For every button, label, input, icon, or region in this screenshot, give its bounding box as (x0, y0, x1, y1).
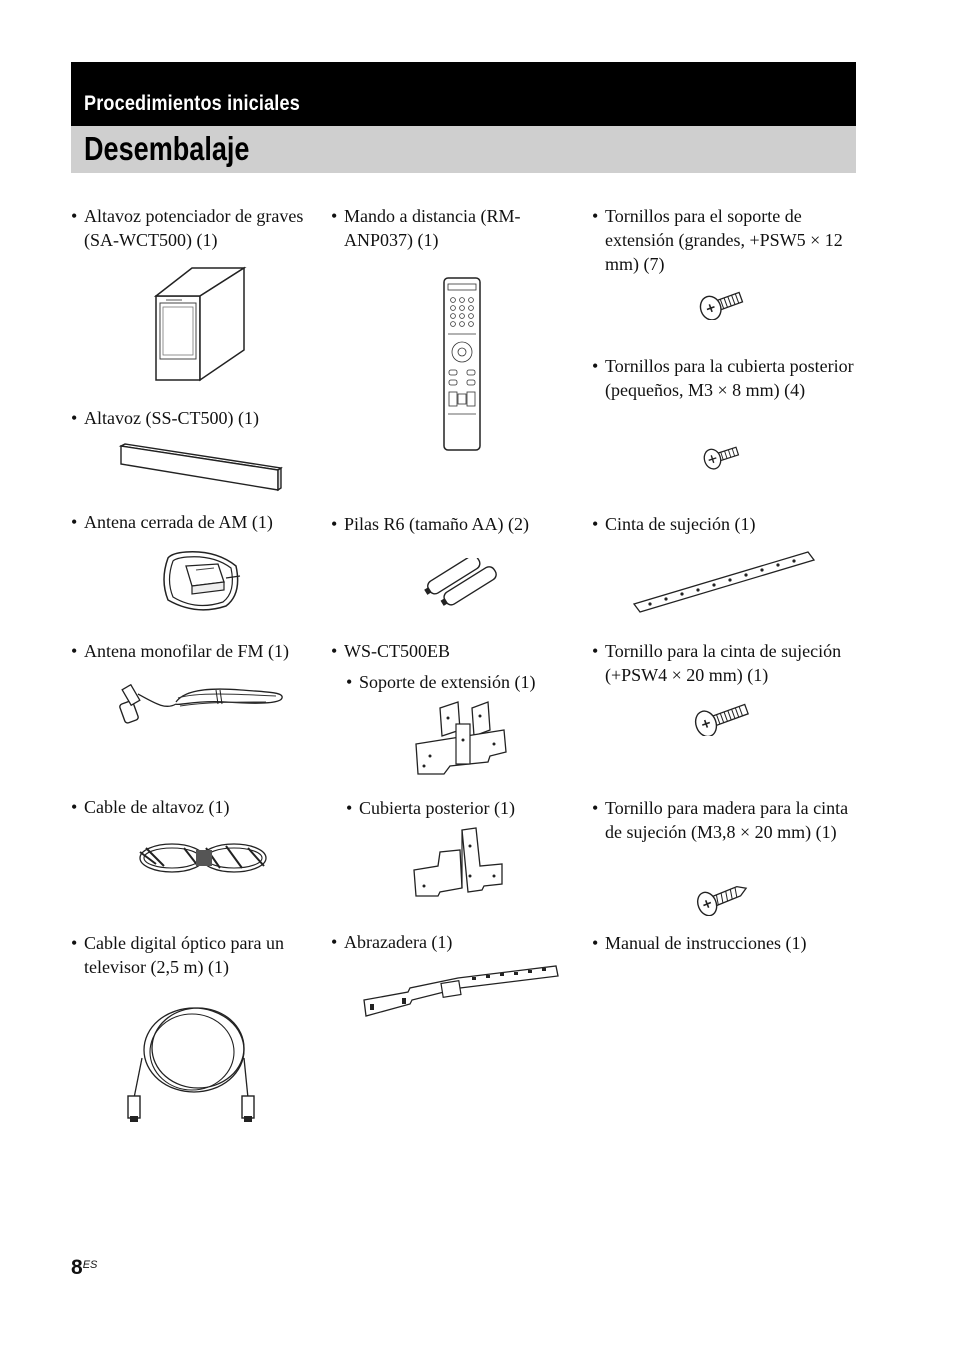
section-title: Procedimientos iniciales (84, 92, 300, 115)
item-label: Abrazadera (1) (344, 932, 453, 952)
bullet: • (71, 933, 78, 953)
item-label: Antena monofilar de FM (1) (84, 641, 289, 661)
item-label: Cable de altavoz (1) (84, 797, 230, 817)
item-speaker (71, 406, 329, 430)
item-label: Cubierta posterior (1) (359, 798, 515, 818)
subwoofer-illustration (152, 266, 247, 384)
item-strap (592, 512, 854, 536)
bullet: • (331, 514, 338, 534)
item-strap-screw (592, 639, 854, 687)
item-clamp (331, 930, 581, 954)
bullet: • (592, 641, 599, 661)
item-label: Tornillos para el soporte de extensión (grandes, +PSW5 × 12 mm) (7) (605, 206, 843, 274)
item-extension-bracket (346, 670, 586, 694)
item-cover-screws (592, 354, 854, 402)
item-label: Antena cerrada de AM (1) (84, 512, 273, 532)
item-wood-screw (592, 796, 854, 844)
bullet: • (592, 206, 599, 226)
item-batteries (331, 512, 581, 536)
item-label: Pilas R6 (tamaño AA) (2) (344, 514, 529, 534)
page-number-value: 8 (71, 1256, 83, 1279)
bracket-screw-illustration (698, 288, 746, 320)
item-label: Altavoz potenciador de graves (SA-WCT500) (1) (84, 206, 304, 250)
bullet: • (71, 512, 78, 532)
bullet: • (592, 514, 599, 534)
item-subwoofer (71, 204, 329, 252)
batteries-illustration (424, 558, 502, 606)
page-title: Desembalaje (84, 130, 250, 167)
bullet: • (592, 798, 599, 818)
speaker-bar-illustration (118, 442, 284, 494)
item-label: Cinta de sujeción (1) (605, 514, 756, 534)
wood-screw-illustration (694, 880, 750, 916)
bullet: • (331, 641, 338, 661)
strap-screw-illustration (692, 700, 752, 736)
item-label: Cable digital óptico para un televisor (2,5 m) (1) (84, 933, 284, 977)
bullet: • (71, 797, 78, 817)
cover-screw-illustration (702, 442, 742, 470)
item-label: Tornillo para la cinta de sujeción (+PSW4 × 20 mm) (1) (605, 641, 842, 685)
item-rear-cover (346, 796, 586, 820)
remote-illustration (442, 276, 482, 452)
page-number (71, 1256, 97, 1280)
bullet: • (592, 356, 599, 376)
strap-illustration (630, 548, 816, 614)
rear-cover-illustration (410, 826, 514, 898)
fm-antenna-illustration (116, 680, 286, 728)
page-lang: ES (82, 1259, 98, 1271)
item-label: Altavoz (SS-CT500) (1) (84, 408, 259, 428)
item-ws-kit (331, 639, 581, 663)
bullet: • (592, 933, 599, 953)
extension-bracket-illustration (410, 700, 510, 776)
bullet: • (346, 672, 353, 692)
bullet: • (346, 798, 353, 818)
item-label: Manual de instrucciones (1) (605, 933, 807, 953)
bullet: • (331, 932, 338, 952)
item-label: Soporte de extensión (1) (359, 672, 536, 692)
item-label: WS-CT500EB (344, 641, 450, 661)
item-label: Tornillo para madera para la cinta de sujeción (M3,8 × 20 mm) (1) (605, 798, 849, 842)
item-fm-antenna (71, 639, 329, 663)
item-manual (592, 931, 854, 955)
bullet: • (71, 641, 78, 661)
bullet: • (71, 408, 78, 428)
item-label: Tornillos para la cubierta posterior (pequeños, M3 × 8 mm) (4) (605, 356, 854, 400)
item-bracket-screws (592, 204, 854, 276)
item-remote (331, 204, 581, 252)
item-am-antenna (71, 510, 329, 534)
item-optical-cable (71, 931, 329, 979)
am-antenna-illustration (156, 548, 244, 616)
clamp-illustration (362, 964, 560, 1022)
item-label: Mando a distancia (RM-ANP037) (1) (344, 206, 521, 250)
item-speaker-cable (71, 795, 329, 819)
bullet: • (331, 206, 338, 226)
bullet: • (71, 206, 78, 226)
speaker-cable-illustration (136, 836, 270, 880)
optical-cable-illustration (120, 1002, 270, 1126)
